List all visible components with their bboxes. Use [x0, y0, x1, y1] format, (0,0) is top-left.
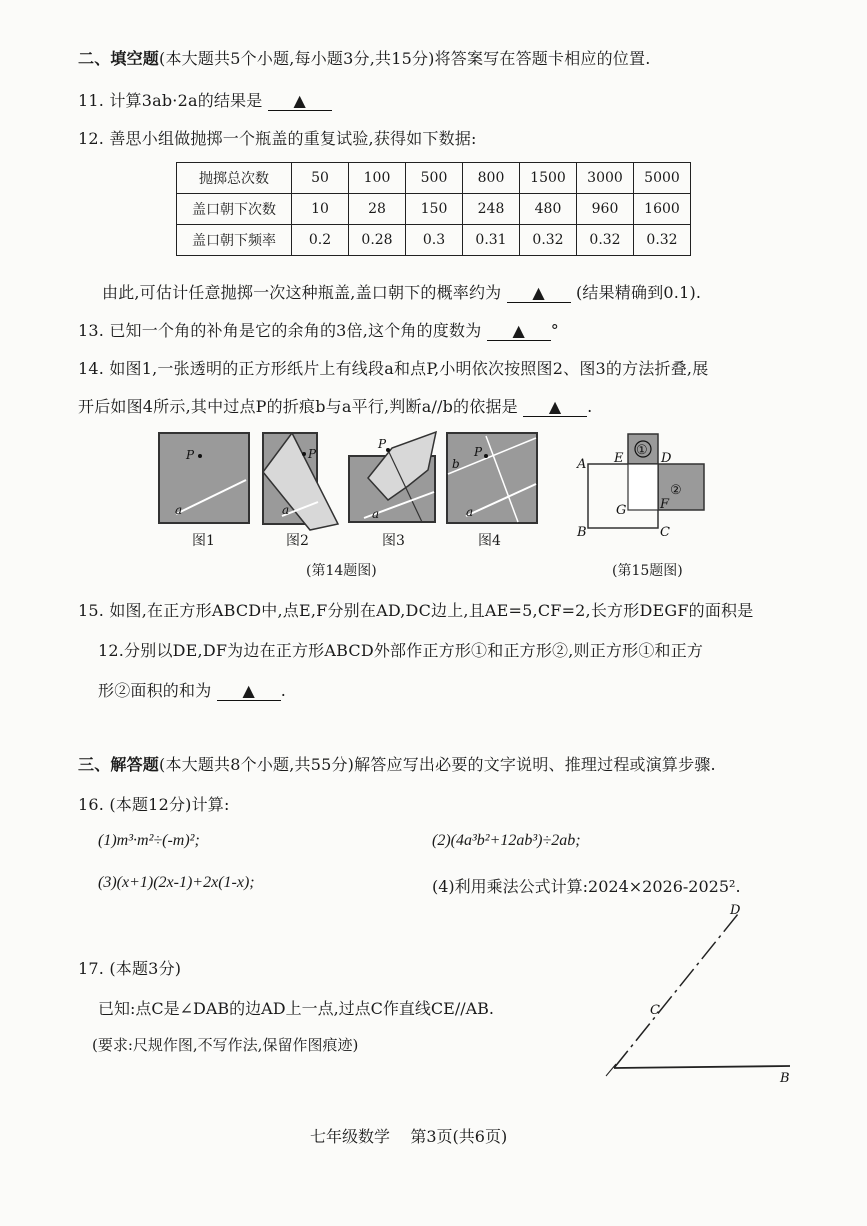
table-cell: 0.3: [406, 225, 463, 256]
point-p-label: P: [474, 445, 483, 459]
figure-2-label: 图2: [286, 533, 309, 549]
q13-text: 已知一个角的补角是它的余角的3倍,这个角的度数为: [109, 321, 482, 340]
q17-requirement: (要求:尺规作图,不写作法,保留作图痕迹): [92, 1036, 359, 1054]
section2-heading: 二、填空题: [78, 49, 160, 68]
question-14-line2: [78, 394, 592, 417]
q13-number: 13.: [78, 321, 105, 340]
q14-text: 如图1,一张透明的正方形纸片上有线段a和点P,小明依次按照图2、图3的方法折叠,展: [109, 359, 709, 378]
question-16: [78, 792, 230, 815]
figure-1: [158, 432, 250, 524]
figure-15-caption: (第15题图): [612, 563, 683, 579]
q12-conclusion-text: 由此,可估计任意抛掷一次这种瓶盖,盖口朝下的概率约为: [102, 283, 502, 302]
table-cell: 248: [463, 194, 520, 225]
table-cell: 28: [349, 194, 406, 225]
table-cell: 100: [349, 163, 406, 194]
q16-part-1: (1)m³·m²÷(-m)²;: [98, 832, 200, 849]
figure-3-label: 图3: [382, 533, 405, 549]
data-table: [176, 162, 691, 256]
figure-4: [446, 432, 538, 524]
figure-4-label: 图4: [478, 533, 501, 549]
segment-a-label: a: [466, 505, 474, 519]
answer-blank: ▲: [507, 283, 571, 303]
table-cell: 0.32: [577, 225, 634, 256]
question-15-line3: [98, 678, 286, 701]
point-p-label: P: [308, 447, 317, 461]
figure-15: [574, 432, 714, 544]
table-cell: 1500: [520, 163, 577, 194]
answer-blank: ▲: [523, 397, 587, 417]
table-cell: 50: [292, 163, 349, 194]
q17-given: 已知:点C是∠DAB的边AD上一点,过点C作直线CE//AB.: [98, 999, 494, 1018]
q14-number: 14.: [78, 359, 105, 378]
point-d-label: D: [730, 903, 741, 918]
q16-part-4: (4)利用乘法公式计算:2024×2026-2025².: [432, 877, 741, 896]
q15-text-3: 形②面积的和为: [98, 681, 212, 700]
figure-14-caption: (第14题图): [306, 563, 377, 579]
figure-2: [262, 432, 342, 532]
figure-1-label: 图1: [192, 533, 215, 549]
answer-blank: ▲: [268, 91, 332, 111]
q12-number: 12.: [78, 129, 105, 148]
point-b-label: B: [780, 1071, 790, 1086]
section2-title: [78, 46, 650, 69]
table-cell: 480: [520, 194, 577, 225]
table-cell: 抛掷总次数: [177, 163, 292, 194]
q16-part-3: (3)(x+1)(2x-1)+2x(1-x);: [98, 874, 255, 891]
q16-part-2: (2)(4a³b²+12ab³)÷2ab;: [432, 832, 581, 849]
table-cell: 150: [406, 194, 463, 225]
point-g-label: G: [616, 503, 627, 518]
table-cell: 盖口朝下频率: [177, 225, 292, 256]
q16-text: (本题12分)计算:: [109, 795, 230, 814]
question-12: [78, 126, 477, 149]
point-d-label: D: [661, 451, 672, 466]
table-cell: 盖口朝下次数: [177, 194, 292, 225]
table-cell: 0.31: [463, 225, 520, 256]
q15-text-2: 12.分别以DE,DF为边在正方形ABCD外部作正方形①和正方形②,则正方形①和正方: [98, 641, 704, 660]
table-cell: 3000: [577, 163, 634, 194]
point-c-label: C: [650, 1003, 660, 1018]
q15-end: .: [280, 681, 286, 700]
point-e-label: E: [614, 451, 624, 466]
segment-a-label: a: [282, 503, 290, 517]
answer-blank: ▲: [487, 321, 551, 341]
q12-note: (结果精确到0.1).: [575, 283, 702, 302]
question-17: [78, 956, 181, 979]
q14-end: .: [587, 397, 593, 416]
answer-blank: ▲: [217, 681, 281, 701]
section3-heading: 三、解答题: [78, 755, 160, 774]
table-cell: 0.2: [292, 225, 349, 256]
table-cell: 500: [406, 163, 463, 194]
q14-text-2: 开后如图4所示,其中过点P的折痕b与a平行,判断a//b的依据是: [78, 397, 518, 416]
point-f-label: F: [660, 497, 670, 512]
section3-desc: (本大题共8个小题,共55分)解答应写出必要的文字说明、推理过程或演算步骤.: [159, 755, 716, 774]
table-cell: 5000: [634, 163, 691, 194]
table-cell: 10: [292, 194, 349, 225]
section2-desc: (本大题共5个小题,每小题3分,共15分)将答案写在答题卡相应的位置.: [159, 49, 651, 68]
table-cell: 800: [463, 163, 520, 194]
question-11: [78, 88, 332, 111]
table-cell: 1600: [634, 194, 691, 225]
degree-unit: °: [550, 321, 559, 340]
question-15-line2: [98, 638, 703, 661]
question-15-line1: [78, 598, 753, 621]
segment-a-label: a: [175, 503, 183, 517]
point-p-label: P: [378, 437, 387, 451]
q12-conclusion: [102, 280, 701, 303]
q11-text: 计算3ab·2a的结果是: [109, 91, 263, 110]
q15-text: 如图,在正方形ABCD中,点E,F分别在AD,DC边上,且AE=5,CF=2,长方形DEGF的面积是: [109, 601, 754, 620]
q17-text: (本题3分): [109, 959, 182, 978]
table-cell: 0.32: [634, 225, 691, 256]
table-cell: 960: [577, 194, 634, 225]
section3-title: [78, 752, 716, 775]
table-cell: 0.32: [520, 225, 577, 256]
square-2-label: ②: [670, 483, 682, 498]
table-row: [177, 163, 691, 194]
q17-number: 17.: [78, 959, 105, 978]
question-14-line1: [78, 356, 708, 379]
point-p-label: P: [186, 448, 195, 462]
q16-number: 16.: [78, 795, 105, 814]
figure-3: [348, 430, 438, 524]
table-cell: 0.28: [349, 225, 406, 256]
point-c-label: C: [660, 525, 670, 540]
q11-number: 11.: [78, 91, 105, 110]
page-footer: 七年级数学 第3页(共6页): [310, 1127, 508, 1146]
segment-a-label: a: [372, 507, 380, 521]
table-row: [177, 194, 691, 225]
angle-dab-figure: [600, 900, 800, 1090]
segment-b-label: b: [452, 457, 460, 471]
q15-number: 15.: [78, 601, 105, 620]
point-a-label: A: [577, 457, 587, 472]
question-13: [78, 318, 559, 341]
table-row: [177, 225, 691, 256]
point-b-label: B: [577, 525, 587, 540]
square-1-label: ①: [636, 443, 648, 458]
q12-text: 善思小组做抛掷一个瓶盖的重复试验,获得如下数据:: [109, 129, 477, 148]
